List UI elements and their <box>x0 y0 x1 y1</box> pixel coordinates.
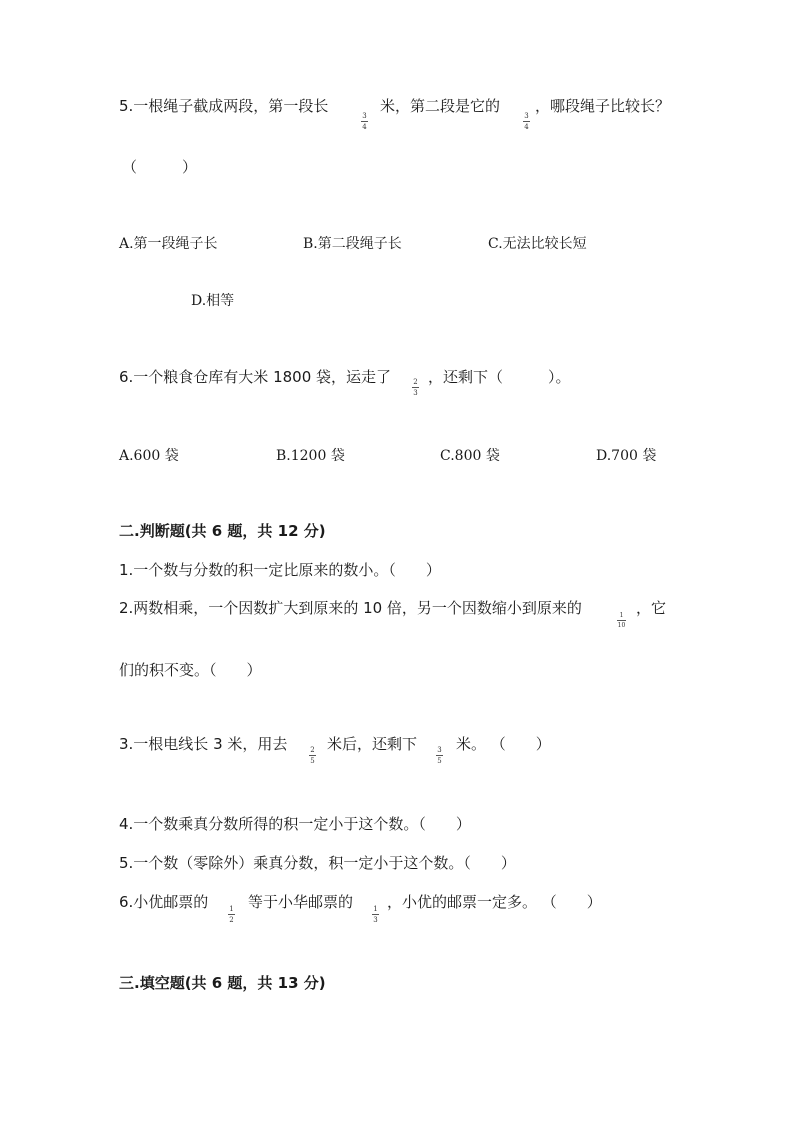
fraction-denominator: 3 <box>413 389 418 397</box>
tf-item-3-fraction-1 <box>309 746 316 765</box>
q5-answer-blank: （ ） <box>122 158 198 176</box>
tf-item-6-part3: ，小优的邮票一定多。 （ ） <box>387 893 602 911</box>
fraction-bar <box>436 755 443 756</box>
q5-option-d: D.相等 <box>191 293 235 309</box>
q6-option-a: A.600 袋 <box>119 448 179 464</box>
fraction-numerator: 3 <box>524 112 529 120</box>
fraction-numerator: 2 <box>310 746 315 754</box>
q5-fraction-1 <box>361 112 368 131</box>
tf-item-6-fraction-2 <box>372 905 379 924</box>
q5-option-c: C.无法比较长短 <box>488 236 587 252</box>
fraction-denominator: 3 <box>373 916 378 924</box>
tf-item-6-part2: 等于小华邮票的 <box>248 893 354 911</box>
fraction-numerator: 1 <box>373 905 378 913</box>
q5-option-b: B.第二段绳子长 <box>303 236 402 252</box>
fraction-bar <box>372 914 379 915</box>
q5-text-part1: 5.一根绳子截成两段，第一段长 <box>119 97 329 115</box>
tf-item-3-part1: 3.一根电线长 3 米，用去 <box>119 735 288 753</box>
q5-text-part3: ，哪段绳子比较长？ <box>535 97 671 115</box>
q6-option-b: B.1200 袋 <box>276 448 345 464</box>
fraction-numerator: 1 <box>229 905 234 913</box>
q6-text-part2: ，还剩下（ ）。 <box>428 368 571 386</box>
fraction-denominator: 4 <box>362 123 367 131</box>
fraction-denominator: 10 <box>617 622 626 629</box>
tf-item-4: 4.一个数乘真分数所得的积一定小于这个数。（ ） <box>119 815 471 833</box>
fraction-denominator: 5 <box>437 757 442 765</box>
section2-title: 二.判断题(共 6 题，共 12 分) <box>119 522 326 540</box>
tf-item-2-part3: 们的积不变。（ ） <box>119 661 262 679</box>
q5-text-part2: 米，第二段是它的 <box>380 97 501 115</box>
tf-item-6-part1: 6.小优邮票的 <box>119 893 209 911</box>
fraction-bar <box>361 121 368 122</box>
tf-item-2-fraction <box>617 612 626 629</box>
tf-item-3-part2: 米后，还剩下 <box>327 735 418 753</box>
fraction-numerator: 3 <box>437 746 442 754</box>
tf-item-2-part2: ，它 <box>636 599 667 617</box>
q6-fraction <box>412 378 419 397</box>
q5-fraction-2 <box>523 112 530 131</box>
fraction-denominator: 4 <box>524 123 529 131</box>
q6-text-part1: 6.一个粮食仓库有大米 1800 袋，运走了 <box>119 368 392 386</box>
fraction-bar <box>412 387 419 388</box>
tf-item-3-fraction-2 <box>436 746 443 765</box>
tf-item-6-fraction-1 <box>228 905 235 924</box>
q6-option-c: C.800 袋 <box>440 448 500 464</box>
fraction-bar <box>309 755 316 756</box>
fraction-numerator: 3 <box>362 112 367 120</box>
tf-item-1: 1.一个数与分数的积一定比原来的数小。（ ） <box>119 561 441 579</box>
fraction-denominator: 5 <box>310 757 315 765</box>
section3-title: 三.填空题(共 6 题，共 13 分) <box>119 974 326 992</box>
q6-option-d: D.700 袋 <box>596 448 657 464</box>
fraction-numerator: 1 <box>619 612 624 619</box>
fraction-numerator: 2 <box>413 378 418 386</box>
tf-item-2-part1: 2.两数相乘，一个因数扩大到原来的 10 倍，另一个因数缩小到原来的 <box>119 599 582 617</box>
fraction-bar <box>617 620 626 621</box>
tf-item-3-part3: 米。 （ ） <box>456 735 551 753</box>
fraction-denominator: 2 <box>229 916 234 924</box>
q5-option-a: A.第一段绳子长 <box>119 236 218 252</box>
tf-item-5: 5.一个数（零除外）乘真分数，积一定小于这个数。（ ） <box>119 854 516 872</box>
fraction-bar <box>228 914 235 915</box>
fraction-bar <box>523 121 530 122</box>
